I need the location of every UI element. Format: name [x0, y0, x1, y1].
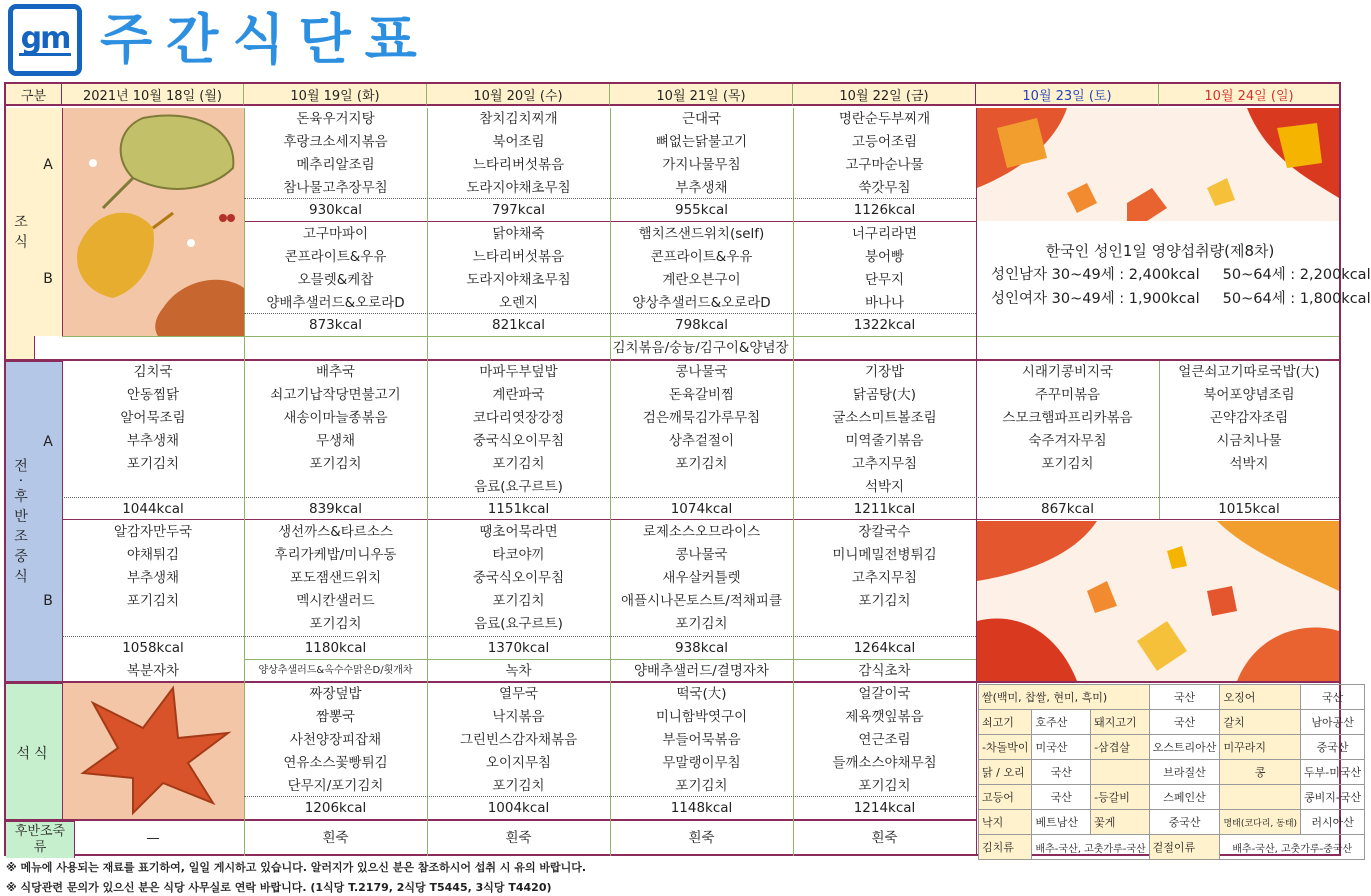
- lunch-a-menu-item: 미역줄기볶음: [845, 433, 924, 449]
- lunch-a-menu-item: 쇠고기납작당면불고기: [270, 387, 401, 403]
- dinner-menu-item: 단무지/포기김치: [287, 778, 384, 794]
- menu-table: [4, 82, 1371, 856]
- late-porridge-item: 흰죽: [322, 830, 349, 846]
- lunch-b-menu-item: 땡초어묵라면: [479, 524, 558, 540]
- lunch-b-extra-drink: 복분자차: [126, 663, 180, 679]
- kcal-value: 1004kcal: [487, 800, 550, 816]
- breakfast-b-menu-item: 콘프라이트&우유: [650, 249, 753, 265]
- kcal-value: 1322kcal: [853, 317, 916, 333]
- section-lunch: 전·후반조중식: [6, 360, 35, 684]
- kcal-value: 1211kcal: [853, 501, 916, 517]
- nutrition-male: 성인남자 30~49세 : 2,400kcal 50~64세 : 2,200kcal: [991, 267, 1371, 283]
- lunch-b-extra-drink: 양배추샐러드/결명자차: [634, 663, 769, 679]
- lunch-a-menu-item: 포기김치: [1041, 456, 1094, 472]
- origin-cell: 오징어: [1220, 685, 1301, 710]
- kcal-value: 821kcal: [491, 317, 546, 333]
- nutrition-title: 한국인 성인1일 영양섭취량(제8차): [1045, 242, 1275, 260]
- dinner-menu-item: 짬뽕국: [315, 709, 356, 725]
- origin-cell: 쇠고기: [979, 710, 1032, 735]
- lunch-a-menu-item: 배추국: [315, 364, 356, 380]
- breakfast-b-menu-item: 닭야채죽: [492, 226, 545, 242]
- breakfast-a-menu-item: 고등어조림: [851, 134, 918, 150]
- lunch-b-menu-item: 멕시칸샐러드: [296, 593, 375, 609]
- footer-note-contact: ※ 식당관련 문의가 있으신 분은 식당 사무실로 연락 바랍니다. (1식당 T.2179, 2식당 T5445, 3식당 T4420): [6, 881, 552, 894]
- dinner-menu-item: 사천양장피잡채: [289, 732, 382, 748]
- lunch-a-menu-item: 스모크햄파프리카볶음: [1002, 410, 1133, 426]
- kcal-value: 1180kcal: [304, 640, 367, 656]
- origin-cell: 닭 / 오리: [979, 760, 1032, 785]
- origin-cell: 남아공산: [1301, 710, 1365, 735]
- origin-cell: -삼겹살: [1091, 735, 1150, 760]
- origin-cell: 갈치: [1220, 710, 1301, 735]
- origin-cell: 콩: [1220, 760, 1301, 785]
- lunch-b-menu-item: 미니메밀전병튀김: [832, 547, 937, 563]
- breakfast-b-menu-item: 바나나: [864, 295, 905, 311]
- kcal-value: 1126kcal: [853, 202, 916, 218]
- lunch-a-menu-item: 닭곰탕(大): [852, 387, 917, 403]
- breakfast-a-menu-item: 도라지야채초무침: [466, 180, 571, 196]
- kcal-value: 1151kcal: [487, 501, 550, 517]
- kcal-value: 1074kcal: [670, 501, 733, 517]
- lunch-a-menu-item: 얼큰쇠고기따로국밥(大): [1178, 364, 1320, 380]
- section-dinner: 석식: [6, 682, 63, 822]
- origin-cell: 국산: [1301, 685, 1365, 710]
- section-breakfast-a: A: [34, 108, 63, 223]
- lunch-b-menu-item: 부추생채: [126, 570, 180, 586]
- lunch-a-menu-item: 석박지: [864, 479, 905, 495]
- nutrition-female: 성인여자 30~49세 : 1,900kcal 50~64세 : 1,800kcal: [991, 291, 1371, 307]
- lunch-a-menu-item: 음료(요구르트): [474, 479, 563, 495]
- col-header-day-3: 10월 20일 (수): [427, 84, 610, 106]
- kcal-value: 1264kcal: [853, 640, 916, 656]
- dinner-menu-item: 짜장덮밥: [309, 686, 362, 702]
- kcal-value: 839kcal: [308, 501, 363, 517]
- nutrition-info: [981, 239, 1371, 319]
- lunch-b-menu-item: 고추지무침: [851, 570, 918, 586]
- lunch-a-menu-item: 코다리엿장강정: [472, 410, 565, 426]
- breakfast-a-menu-item: 참나물고추장무침: [283, 180, 388, 196]
- section-lunch-a: A: [34, 360, 63, 523]
- breakfast-a-menu-item: 메추리알조림: [296, 157, 375, 173]
- origin-cell: 돼지고기: [1091, 710, 1150, 735]
- breakfast-a-menu-item: 고구마순나물: [845, 157, 924, 173]
- dinner-menu-item: 연유소스꽃빵튀김: [283, 755, 388, 771]
- late-porridge-item: 흰죽: [688, 830, 715, 846]
- kcal-value: 938kcal: [674, 640, 729, 656]
- origin-cell: 러시아산: [1301, 810, 1365, 835]
- col-header-day-5: 10월 22일 (금): [793, 84, 976, 106]
- breakfast-a-menu-item: 북어조림: [492, 134, 545, 150]
- lunch-b-menu-item: 장칼국수: [858, 524, 911, 540]
- breakfast-a-menu-item: 돈육우거지탕: [296, 111, 375, 127]
- breakfast-a-menu-item: 뼈없는닭불고기: [655, 134, 748, 150]
- lunch-a-menu-item: 부추생채: [126, 433, 180, 449]
- section-late-porridge: 후반조죽류: [6, 820, 75, 858]
- breakfast-b-menu-item: 너구리라면: [851, 226, 918, 242]
- breakfast-b-menu-item: 오렌지: [498, 295, 539, 311]
- lunch-b-menu-item: 중국식오이무침: [472, 570, 565, 586]
- lunch-a-menu-item: 석박지: [1229, 456, 1269, 472]
- late-porridge-item: 흰죽: [505, 830, 532, 846]
- lunch-b-menu-item: 콩나물국: [675, 547, 728, 563]
- lunch-b-extra-drink: 양상추샐러드&옥수수맑은D/흿개차: [258, 665, 413, 676]
- breakfast-a-menu-item: 근대국: [681, 111, 722, 127]
- breakfast-b-menu-item: 양상추샐러드&오로라D: [632, 295, 771, 311]
- lunch-b-extra-drink: 녹차: [505, 663, 532, 679]
- kcal-value: 1148kcal: [670, 800, 733, 816]
- lunch-b-menu-item: 포기김치: [126, 593, 180, 609]
- breakfast-a-menu-item: 참치김치찌개: [479, 111, 558, 127]
- lunch-a-menu-item: 굴소스미트볼조림: [832, 410, 937, 426]
- lunch-b-menu-item: 포도잼샌드위치: [289, 570, 382, 586]
- footer-note-allergy: ※ 메뉴에 사용되는 재료를 표기하여, 일일 게시하고 있습니다. 알러지가 있으신 분은 참조하시어 섭취 시 유의 바랍니다.: [6, 861, 587, 874]
- section-breakfast: 조식: [6, 108, 35, 360]
- lunch-a-menu-item: 계란파국: [492, 387, 545, 403]
- origin-cell: 브라질산: [1149, 760, 1220, 785]
- breakfast-b-menu-item: 붕어빵: [864, 249, 905, 265]
- origin-cell: 꽃게: [1091, 810, 1150, 835]
- lunch-a-menu-item: 콩나물국: [675, 364, 728, 380]
- dinner-menu-item: 그린빈스감자채볶음: [459, 732, 578, 748]
- breakfast-b-menu-item: 도라지야채초무침: [466, 272, 571, 288]
- lunch-b-menu-item: 알감자만두국: [113, 524, 193, 540]
- breakfast-b-menu-item: 햄치즈샌드위치(self): [638, 226, 765, 242]
- lunch-b-menu-item: 야채튀김: [126, 547, 180, 563]
- kcal-value: 1015kcal: [1218, 501, 1280, 517]
- kcal-value: 873kcal: [308, 317, 363, 333]
- col-header-day-1: 2021년 10월 18일 (월): [62, 84, 244, 106]
- autumn-leaf-image-dinner: [63, 683, 244, 819]
- origin-cell: 국산: [1032, 785, 1091, 810]
- kcal-value: 1206kcal: [304, 800, 367, 816]
- lunch-a-menu-item: 고추지무침: [851, 456, 918, 472]
- origin-cell: 두부-미국산: [1301, 760, 1365, 785]
- autumn-leaves-image-weekend-lunch: [977, 521, 1339, 681]
- lunch-a-menu-item: 포기김치: [126, 456, 180, 472]
- dinner-menu-item: 포기김치: [492, 778, 545, 794]
- origin-cell: 배추-국산, 고춧가루-중국산: [1220, 835, 1365, 860]
- breakfast-b-menu-item: 단무지: [864, 272, 905, 288]
- lunch-a-menu-item: 마파두부덮밥: [479, 364, 558, 380]
- dinner-menu-item: 떡국(大): [676, 686, 727, 702]
- origin-cell: 중국산: [1301, 735, 1365, 760]
- kcal-value: 1044kcal: [122, 501, 184, 517]
- lunch-b-menu-item: 생선까스&타르소스: [278, 524, 393, 540]
- origin-cell: 미꾸라지: [1220, 735, 1301, 760]
- breakfast-b-menu-item: 콘프라이트&우유: [284, 249, 387, 265]
- lunch-a-menu-item: 포기김치: [675, 456, 728, 472]
- breakfast-a-menu-item: 부추생채: [675, 180, 728, 196]
- kcal-value: 1214kcal: [853, 800, 916, 816]
- origin-cell: 베트남산: [1032, 810, 1091, 835]
- kcal-value: 797kcal: [491, 202, 546, 218]
- col-header-label: 구분: [6, 84, 62, 106]
- lunch-b-menu-item: 포기김치: [309, 616, 362, 632]
- lunch-b-menu-item: 후리가케밥/미니우동: [274, 547, 397, 563]
- lunch-b-menu-item: 포기김치: [858, 593, 911, 609]
- section-lunch-b: B: [34, 520, 63, 682]
- lunch-a-menu-item: 북어포양념조림: [1203, 387, 1295, 403]
- breakfast-a-menu-item: 가지나물무침: [662, 157, 741, 173]
- col-header-day-6: 10월 23일 (토): [976, 84, 1159, 106]
- breakfast-a-menu-item: 느타리버섯볶음: [472, 157, 565, 173]
- logo-text: gm: [20, 20, 70, 56]
- dinner-menu-item: 미니함박엿구이: [655, 709, 748, 725]
- col-header-day-4: 10월 21일 (목): [610, 84, 793, 106]
- dinner-menu-item: 제육깻잎볶음: [845, 709, 924, 725]
- origin-cell: -등갈비: [1091, 785, 1150, 810]
- lunch-a-menu-item: 숙주겨자무침: [1028, 433, 1107, 449]
- kcal-value: 1370kcal: [487, 640, 550, 656]
- lunch-b-menu-item: 포기김치: [675, 616, 728, 632]
- origin-cell: 국산: [1149, 710, 1220, 735]
- origin-cell: 오스트리아산: [1149, 735, 1220, 760]
- lunch-a-menu-item: 안동찜닭: [126, 387, 180, 403]
- origin-cell: 호주산: [1032, 710, 1091, 735]
- lunch-a-menu-item: 기장밥: [864, 364, 905, 380]
- dinner-menu-item: 무말랭이무침: [662, 755, 741, 771]
- lunch-b-menu-item: 애플시나몬토스트/적채피클: [620, 593, 783, 609]
- kcal-value: 798kcal: [674, 317, 729, 333]
- origin-cell: 국산: [1032, 760, 1091, 785]
- lunch-a-menu-item: 시래기콩비지국: [1021, 364, 1114, 380]
- origin-cell: 국산: [1149, 685, 1220, 710]
- kcal-value: 1058kcal: [122, 640, 184, 656]
- lunch-a-menu-item: 포기김치: [492, 456, 545, 472]
- late-porridge-item: —: [146, 830, 160, 846]
- origin-cell: 스페인산: [1149, 785, 1220, 810]
- late-porridge-item: 흰죽: [871, 830, 898, 846]
- lunch-b-menu-item: 타코야끼: [492, 547, 545, 563]
- breakfast-a-menu-item: 명란순두부찌개: [838, 111, 931, 127]
- origin-cell: 콩비지-국산: [1301, 785, 1365, 810]
- section-breakfast-b: B: [34, 222, 63, 336]
- lunch-a-menu-item: 김치국: [133, 364, 173, 380]
- lunch-a-menu-item: 포기김치: [309, 456, 362, 472]
- lunch-a-menu-item: 시금치나물: [1216, 433, 1282, 449]
- dinner-menu-item: 얼갈이국: [858, 686, 911, 702]
- lunch-a-menu-item: 주꾸미볶음: [1034, 387, 1101, 403]
- dinner-menu-item: 부들어묵볶음: [662, 732, 741, 748]
- origin-cell: 미국산: [1032, 735, 1091, 760]
- breakfast-b-menu-item: 양배추샐러드&오로라D: [266, 295, 405, 311]
- lunch-b-menu-item: 새우살커틀렛: [662, 570, 741, 586]
- dinner-menu-item: 연근조림: [858, 732, 911, 748]
- lunch-a-menu-item: 곤약감자조림: [1209, 410, 1289, 426]
- kcal-value: 867kcal: [1040, 501, 1095, 517]
- lunch-a-menu-item: 중국식오이무침: [472, 433, 565, 449]
- kcal-value: 955kcal: [674, 202, 729, 218]
- gm-logo: [8, 4, 82, 76]
- lunch-a-menu-item: 새송이마늘종볶음: [283, 410, 388, 426]
- dinner-menu-item: 들깨소스야채무침: [832, 755, 937, 771]
- origin-table: [978, 684, 1365, 860]
- origin-cell: -차돌박이: [979, 735, 1032, 760]
- dinner-menu-item: 낙지볶음: [492, 709, 545, 725]
- lunch-a-menu-item: 알어묵조림: [120, 410, 186, 426]
- dinner-menu-item: 포기김치: [675, 778, 728, 794]
- lunch-b-menu-item: 포기김치: [492, 593, 545, 609]
- col-header-day-7: 10월 24일 (일): [1159, 84, 1339, 106]
- page-title: 주간식단표: [100, 8, 431, 71]
- dinner-menu-item: 포기김치: [858, 778, 911, 794]
- origin-cell: 겉절이류: [1149, 835, 1220, 860]
- autumn-leaves-image-breakfast: [63, 108, 244, 336]
- breakfast-b-menu-item: 느타리버섯볶음: [472, 249, 565, 265]
- lunch-b-menu-item: 로제소스오므라이스: [642, 524, 761, 540]
- breakfast-b-menu-item: 계란오븐구이: [662, 272, 741, 288]
- autumn-leaves-image-weekend-breakfast: [977, 108, 1339, 221]
- origin-cell: 중국산: [1149, 810, 1220, 835]
- breakfast-a-menu-item: 후랑크소세지볶음: [283, 134, 388, 150]
- dinner-menu-item: 오이지무침: [485, 755, 552, 771]
- col-header-day-2: 10월 19일 (화): [244, 84, 427, 106]
- origin-cell: 명태(코다리, 동태): [1220, 810, 1301, 835]
- origin-cell: 낙지: [979, 810, 1032, 835]
- lunch-a-menu-item: 무생채: [315, 433, 356, 449]
- lunch-a-menu-item: 돈육갈비찜: [668, 387, 735, 403]
- origin-cell: 배추-국산, 고춧가루-국산: [1032, 835, 1149, 860]
- kcal-value: 930kcal: [308, 202, 363, 218]
- lunch-b-menu-item: 음료(요구르트): [474, 616, 563, 632]
- lunch-a-menu-item: 상추겉절이: [668, 433, 735, 449]
- origin-cell: 고등어: [979, 785, 1032, 810]
- lunch-b-extra-drink: 감식초차: [858, 663, 911, 679]
- breakfast-a-menu-item: 쑥갓무침: [858, 180, 911, 196]
- dinner-menu-item: 열무국: [498, 686, 539, 702]
- origin-cell: 쌀(백미, 찹쌀, 현미, 흑미): [979, 685, 1150, 710]
- breakfast-b-menu-item: 오믈렛&케찹: [297, 272, 374, 288]
- origin-cell: 김치류: [979, 835, 1032, 860]
- breakfast-common-sides: 김치볶음/숭늉/김구이&양념장: [612, 340, 789, 356]
- lunch-a-menu-item: 검은깨묵김가루무침: [642, 410, 761, 426]
- breakfast-b-menu-item: 고구마파이: [302, 226, 369, 242]
